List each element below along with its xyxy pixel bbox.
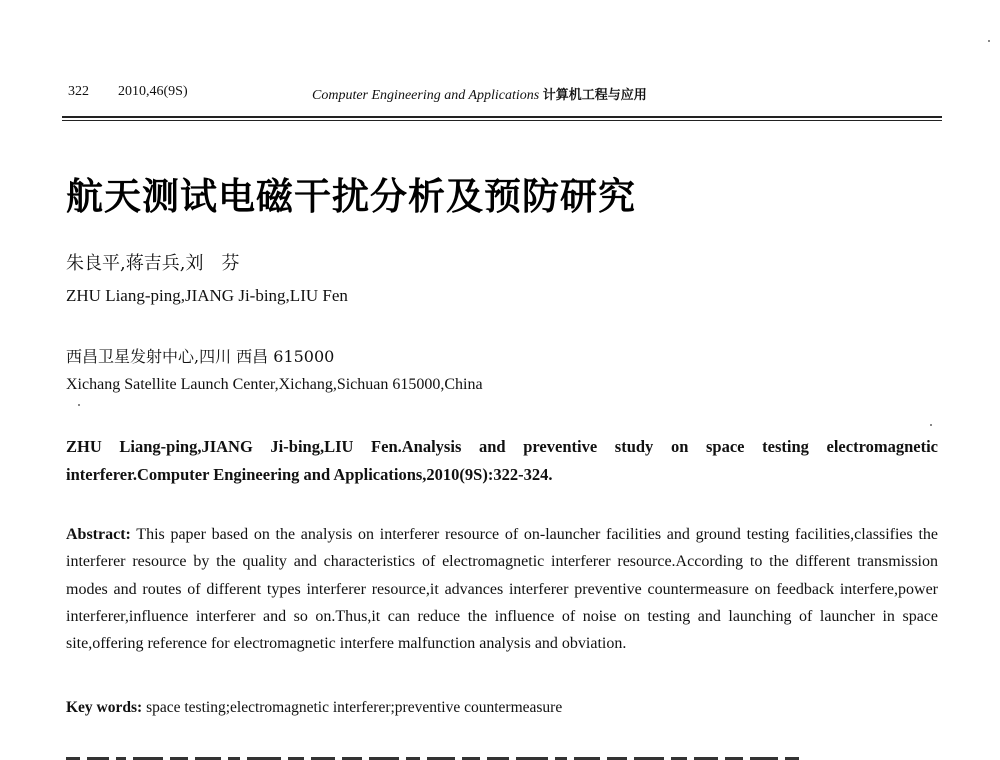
authors-cn: 朱良平,蒋吉兵,刘 芬 bbox=[66, 253, 240, 274]
page-number: 322 bbox=[68, 84, 89, 99]
cut-off-text-line bbox=[66, 748, 936, 760]
scan-speck bbox=[988, 40, 990, 42]
keywords-text: space testing;electromagnetic interferer;preventive countermeasure bbox=[146, 699, 563, 716]
affiliation-cn: 西昌卫星发射中心,四川 西昌 615000 bbox=[66, 347, 335, 366]
header-rule-thin bbox=[62, 120, 942, 121]
volume-issue: 2010,46(9S) bbox=[118, 84, 188, 99]
abstract-label: Abstract: bbox=[66, 526, 131, 543]
keywords bbox=[66, 699, 938, 717]
abstract bbox=[66, 521, 938, 657]
scan-speck bbox=[930, 424, 932, 426]
citation: ZHU Liang-ping,JIANG Ji-bing,LIU Fen.Analysis and preventive study on space testing electromagnetic interferer.Computer Engineering and Applications,2010(9S):322-324. bbox=[66, 437, 938, 484]
journal-name-en: Computer Engineering and Applications bbox=[312, 88, 540, 103]
keywords-label: Key words: bbox=[66, 699, 143, 716]
running-header bbox=[68, 84, 948, 104]
paper-title: 航天测试电磁干扰分析及预防研究 bbox=[66, 175, 636, 218]
scan-speck bbox=[78, 404, 80, 406]
abstract-text: This paper based on the analysis on interferer resource of on-launcher facilities and ground testing facilities,classifies the interferer resource by the quality and characteristics of electromagnetic interferer resource.According to the different transmission modes and routes of different types interferer resource,it advances interferer preventive countermeasure on feedback interfere,power interferer,influence interferer and so on.Thus,it can reduce the influence of noise on testing and launching of launcher in space site,offering reference for electromagnetic interfere malfunction analysis and obviation. bbox=[66, 526, 938, 653]
authors-en: ZHU Liang-ping,JIANG Ji-bing,LIU Fen bbox=[66, 286, 348, 305]
journal-name bbox=[312, 84, 647, 104]
journal-name-cn: 计算机工程与应用 bbox=[542, 88, 647, 103]
affiliation-en: Xichang Satellite Launch Center,Xichang,Sichuan 615000,China bbox=[66, 376, 483, 393]
header-rule-thick bbox=[62, 116, 942, 118]
